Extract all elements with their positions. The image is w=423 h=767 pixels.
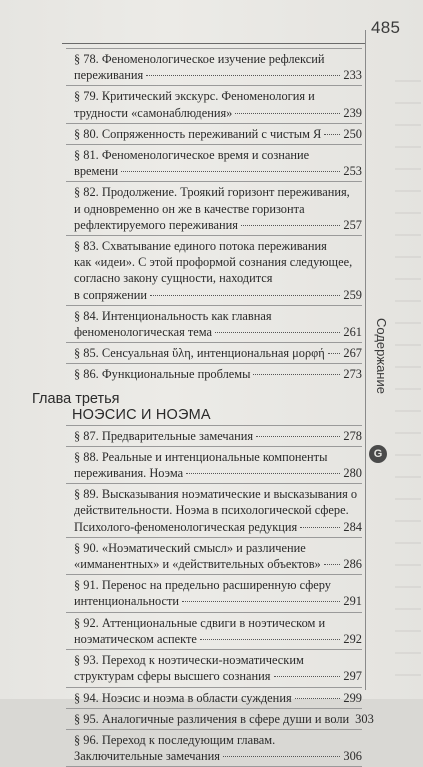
- toc-entry-page: 261: [343, 325, 362, 340]
- dot-leader: [253, 374, 340, 375]
- toc-entry-text: как «идеи». С этой проформой сознания следующее,: [74, 255, 353, 270]
- toc-entry-text: Психолого-феноменологическая редукция: [74, 519, 298, 534]
- toc-entry-text: § 89. Высказывания ноэматические и высказывания о: [74, 487, 358, 502]
- dot-leader: [150, 295, 340, 296]
- page-number: 485: [371, 18, 401, 37]
- toc-entry-page: 303: [355, 711, 374, 726]
- toc-entry-text: § 96. Переход к последующим главам.: [74, 732, 276, 747]
- toc-entry-text: § 83. Схватывание единого потока переживания: [74, 239, 327, 254]
- toc-entry-last-line: [74, 428, 362, 444]
- toc-section-1: [66, 48, 362, 385]
- toc-entry: [66, 574, 362, 611]
- toc-entry-page: 297: [343, 669, 362, 684]
- toc-entry-last-line: [74, 593, 362, 609]
- toc-entry-text: § 86. Функциональные проблемы: [74, 367, 251, 382]
- toc-entry-text: и одновременно он же в качестве горизонта: [74, 201, 305, 216]
- dot-leader: [200, 639, 341, 640]
- toc-entry-last-line: [74, 345, 362, 361]
- toc-entry-page: 267: [343, 346, 362, 361]
- toc-entry-last-line: [74, 668, 362, 684]
- toc-entry: [66, 729, 362, 766]
- toc-entry: [66, 123, 362, 144]
- toc-entry-page: 253: [343, 164, 362, 179]
- toc-entry: [66, 342, 362, 363]
- toc-entry-text: феноменологическая тема: [74, 325, 213, 340]
- toc-entry-text: § 80. Сопряженность переживаний с чистым Я: [74, 126, 322, 141]
- dot-leader: [274, 676, 341, 677]
- toc-entry-page: 291: [343, 594, 362, 609]
- toc-entry-last-line: [74, 465, 362, 481]
- toc-entry-text: согласно закону сущности, находится: [74, 271, 273, 286]
- toc-entry-last-line: [74, 163, 362, 179]
- chapter-title: НОЭСИС И НОЭМА: [72, 406, 211, 423]
- toc-entry-text: переживания. Ноэма: [74, 466, 184, 481]
- toc-entry: [66, 181, 362, 235]
- dot-leader: [256, 436, 340, 437]
- toc-entry: [66, 446, 362, 483]
- toc-entry-text: § 94. Ноэсис и ноэма в области суждения: [74, 690, 292, 705]
- toc-entry-last-line: [74, 556, 362, 572]
- dot-leader: [215, 332, 340, 333]
- toc-entry-last-line: [74, 67, 362, 83]
- toc-entry-text: § 90. «Ноэматический смысл» и различение: [74, 540, 306, 555]
- toc-entry-page: 278: [343, 428, 362, 443]
- toc-entry: [66, 48, 362, 85]
- toc-entry-last-line: [74, 366, 362, 382]
- toc-entry-text: § 84. Интенциональность как главная: [74, 308, 272, 323]
- toc-entry-text: § 79. Критический экскурс. Феноменология и: [74, 89, 315, 104]
- toc-entry-page: 233: [343, 68, 362, 83]
- toc-entry-text: трудности «самонаблюдения»: [74, 105, 233, 120]
- toc-section-2: [66, 425, 374, 767]
- toc-entry-last-line: [74, 631, 362, 647]
- toc-entry-page: 286: [343, 557, 362, 572]
- dot-leader: [121, 171, 340, 172]
- toc-entry-last-line: [74, 690, 362, 706]
- toc-entry-text: Заключительные замечания: [74, 749, 220, 764]
- chapter-heading: [32, 389, 362, 425]
- toc-entry: [66, 687, 362, 708]
- toc-entry: [66, 305, 362, 342]
- dot-leader: [223, 756, 340, 757]
- toc-entry-last-line: [74, 217, 362, 233]
- side-running-title: [372, 318, 392, 438]
- dot-leader: [328, 353, 341, 354]
- toc-entry-text: § 81. Феноменологическое время и сознание: [74, 148, 310, 163]
- toc-entry-last-line: [74, 519, 362, 535]
- side-title-text: Содержание: [374, 318, 389, 394]
- toc-entry: [66, 649, 362, 686]
- toc-entry: [66, 235, 362, 305]
- toc-entry-page: 250: [343, 126, 362, 141]
- toc-entry-text: § 91. Перенос на предельно расширенную сферу: [74, 578, 331, 593]
- toc-entry-text: § 93. Переход к ноэтически-ноэматическим: [74, 653, 304, 668]
- toc-entry-page: 273: [343, 367, 362, 382]
- toc-entry-last-line: [74, 711, 374, 727]
- toc-entry-text: действительности. Ноэма в психологической сфере.: [74, 503, 349, 518]
- toc-entry: [66, 144, 362, 181]
- dot-leader: [241, 225, 340, 226]
- toc-entry-text: § 95. Аналогичные различения в сфере души и воли: [74, 711, 350, 726]
- toc-entry-text: структурам сферы высшего сознания: [74, 669, 271, 684]
- toc-entry: [66, 363, 362, 384]
- toc-entry-page: 280: [343, 466, 362, 481]
- dot-leader: [295, 698, 341, 699]
- toc-entry-page: 257: [343, 217, 362, 232]
- toc-entry-text: § 87. Предварительные замечания: [74, 428, 254, 443]
- toc-entry-page: 284: [343, 519, 362, 534]
- toc-entry-text: § 82. Продолжение. Троякий горизонт переживания,: [74, 185, 350, 200]
- dot-leader: [235, 113, 340, 114]
- toc-entry-text: § 85. Сенсуальная ὕλη, интенциональная μορφή: [74, 346, 325, 361]
- toc-entry-last-line: [74, 126, 362, 142]
- bleed-through-text: [395, 60, 421, 680]
- toc-entry: [66, 425, 362, 446]
- dot-leader: [186, 473, 340, 474]
- toc-entry-text: § 78. Феноменологическое изучение рефлексий: [74, 52, 325, 66]
- toc-entry: [66, 483, 362, 537]
- header-rule: [62, 43, 365, 44]
- toc-entry-last-line: [74, 105, 362, 121]
- dot-leader: [146, 75, 340, 76]
- toc-entry-text: интенциональности: [74, 594, 180, 609]
- toc-entry-last-line: [74, 324, 362, 340]
- toc-entry-text: времени: [74, 164, 119, 179]
- toc-entry-text: «имманентных» и «действительных объектов»: [74, 557, 321, 572]
- publisher-emblem-icon: G: [369, 445, 387, 463]
- toc-entry-page: 299: [343, 690, 362, 705]
- dot-leader: [182, 601, 340, 602]
- toc-entry: [66, 85, 362, 122]
- toc-entry-last-line: [74, 748, 362, 764]
- margin-rule: [365, 30, 366, 690]
- toc-entry-text: в сопряжении: [74, 287, 147, 302]
- dot-leader: [300, 527, 340, 528]
- dot-leader: [324, 134, 340, 135]
- toc-entry: [66, 537, 362, 574]
- toc-entry-page: 259: [343, 287, 362, 302]
- toc-entry-text: рефлектируемого переживания: [74, 217, 238, 232]
- toc-entry-text: переживания: [74, 68, 144, 83]
- toc-entry-text: § 92. Аттенциональные сдвиги в ноэтическом и: [74, 615, 326, 630]
- dot-leader: [324, 564, 341, 565]
- chapter-number: Глава третья: [32, 390, 120, 407]
- toc-entry-page: 306: [343, 749, 362, 764]
- toc-entry: [66, 708, 374, 729]
- toc-entry-text: § 88. Реальные и интенциональные компоненты: [74, 449, 328, 464]
- toc-entry-page: 292: [343, 631, 362, 646]
- toc-entry-text: ноэматическом аспекте: [74, 631, 197, 646]
- table-of-contents: [32, 48, 374, 767]
- toc-entry-last-line: [74, 287, 362, 303]
- toc-entry: [66, 612, 362, 649]
- toc-entry-page: 239: [343, 105, 362, 120]
